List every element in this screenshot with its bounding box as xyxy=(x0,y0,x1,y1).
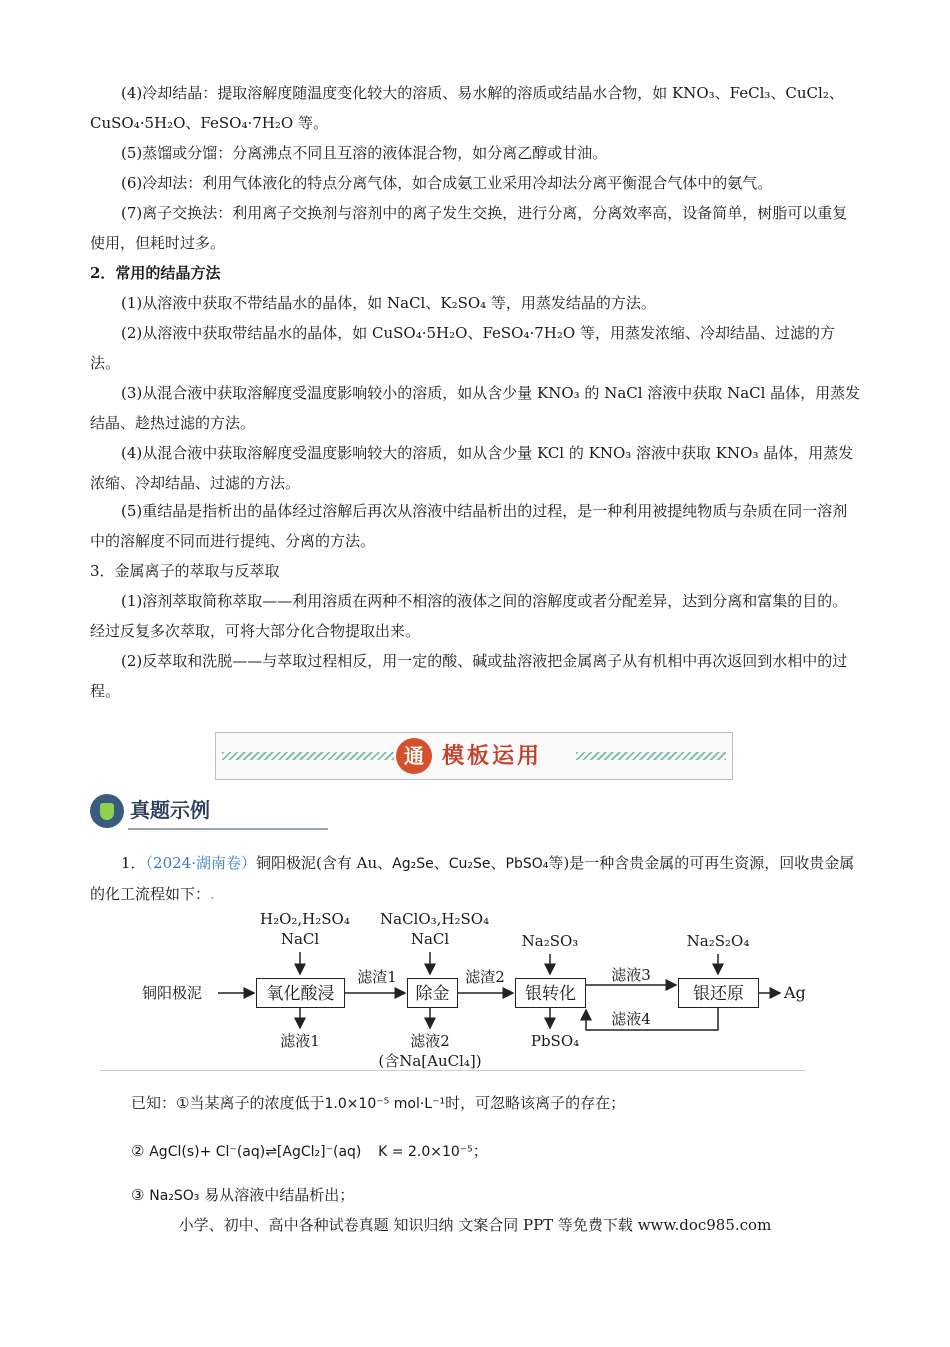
page-footer: 小学、初中、高中各种试卷真题 知识归纳 文案合同 PPT 等免费下载 www.doc985.com xyxy=(178,1216,772,1234)
section-header xyxy=(90,792,240,830)
flow-box-silver-reduction: 银还原 xyxy=(678,978,759,1008)
para-crystal-2: (2)从溶液中获取带结晶水的晶体，如 CuSO₄·5H₂O、FeSO₄·7H₂O 等，用蒸发浓缩、冷却结晶、过滤的方法。 xyxy=(90,324,835,372)
known-1-text-b: 时，可忽略该离子的存在； xyxy=(445,1094,626,1112)
flow-reagent4: Na₂S₂O₄ xyxy=(686,932,750,950)
process-flowchart xyxy=(120,900,820,1075)
question-text-b: 等)是一种含贵金属的可再生资源，回收贵金属的化工流程如下： xyxy=(90,854,855,903)
flow-label-residue2: 滤渣2 xyxy=(465,968,505,986)
known-2-formula: AgCl(s)+ Cl⁻(aq)⇌[AgCl₂]⁻(aq) xyxy=(149,1144,362,1160)
known-1 xyxy=(131,1088,861,1119)
flow-box-oxidation: 氧化酸浸 xyxy=(256,978,345,1008)
section-title: 真题示例 xyxy=(130,798,210,822)
formula-ag2se: Ag₂Se xyxy=(392,856,434,872)
heading-extraction: 3．金属离子的萃取与反萃取 xyxy=(90,562,280,580)
known-2-mark: ② xyxy=(131,1142,145,1160)
question-text-a: 铜阳极泥(含有 Au、 xyxy=(256,854,393,872)
para-crystal-3: (3)从混合液中获取溶解度受温度影响较小的溶质，如从含少量 KNO₃ 的 NaCl 溶液中获取 NaCl 晶体，用蒸发结晶、趁热过滤的方法。 xyxy=(90,384,861,432)
flow-reagent2-line1: NaClO₃,H₂SO₄ xyxy=(380,910,490,928)
known-3-mark: ③ xyxy=(131,1186,145,1204)
section-underline xyxy=(128,828,328,830)
flow-label-filtrate3: 滤液3 xyxy=(611,966,651,984)
flask-icon xyxy=(90,794,124,828)
banner-stripe-left xyxy=(222,752,394,760)
flow-box-silver-conversion: 银转化 xyxy=(515,978,586,1008)
flow-box-gold-removal: 除金 xyxy=(407,978,458,1008)
heading-crystallization-methods: 2．常用的结晶方法 xyxy=(90,264,221,282)
para-cooling-crystallization: (4)冷却结晶：提取溶解度随温度变化较大的溶质、易水解的溶质或结晶水合物，如 KNO₃、FeCl₃、CuCl₂、CuSO₄·5H₂O、FeSO₄·7H₂O 等。 xyxy=(90,84,844,132)
banner-badge-icon: 通 xyxy=(396,738,432,774)
known-1-mark: ① xyxy=(176,1094,190,1112)
flow-out-pbso4: PbSO₄ xyxy=(530,1032,580,1050)
flow-label-residue1: 滤渣1 xyxy=(357,968,397,986)
stray-dot: . xyxy=(210,885,215,903)
sep-1: 、 xyxy=(433,854,449,872)
known-1-text-a: 当某离子的浓度低于 xyxy=(189,1094,325,1112)
banner-stripe-right xyxy=(576,752,726,760)
para-extraction-1: (1)溶剂萃取简称萃取——利用溶质在两种不相溶的液体之间的溶解度或者分配差异，达到分离和富集的目的。经过反复多次萃取，可将大部分化合物提取出来。 xyxy=(90,592,848,640)
flow-end: Ag xyxy=(784,983,806,1002)
flow-reagent3: Na₂SO₃ xyxy=(521,932,579,950)
para-cooling-method: (6)冷却法：利用气体液化的特点分离气体，如合成氨工业采用冷却法分离平衡混合气体中的氨气。 xyxy=(121,174,773,192)
known-3-formula: Na₂SO₃ xyxy=(149,1188,200,1204)
formula-pbso4: PbSO₄ xyxy=(505,856,549,872)
para-crystal-1: (1)从溶液中获取不带结晶水的晶体，如 NaCl、K₂SO₄ 等，用蒸发结晶的方法。 xyxy=(121,294,656,312)
known-prefix: 已知： xyxy=(131,1094,177,1112)
flow-out-filtrate1: 滤液1 xyxy=(280,1032,320,1050)
known-2 xyxy=(131,1136,861,1167)
para-extraction-2: (2)反萃取和洗脱——与萃取过程相反，用一定的酸、碱或盐溶液把金属离子从有机相中再次返回到水相中的过程。 xyxy=(90,652,848,700)
flow-reagent2-line2: NaCl xyxy=(410,930,450,948)
question-number: 1． xyxy=(121,854,146,872)
flow-reagent1-line2: NaCl xyxy=(280,930,320,948)
flow-out-filtrate2-note: (含Na[AuCl₄]) xyxy=(378,1052,482,1070)
known-2-k: K = 2.0×10⁻⁵ xyxy=(378,1144,473,1160)
para-distillation: (5)蒸馏或分馏：分离沸点不同且互溶的液体混合物，如分离乙醇或甘油。 xyxy=(121,144,608,162)
flow-start: 铜阳极泥 xyxy=(142,984,203,1002)
para-crystal-4: (4)从混合液中获取溶解度受温度影响较大的溶质，如从含少量 KCl 的 KNO₃ 溶液中获取 KNO₃ 晶体，用蒸发浓缩、冷却结晶、过滤的方法。 xyxy=(90,444,854,492)
flow-label-filtrate4: 滤液4 xyxy=(611,1010,651,1028)
para-ion-exchange: (7)离子交换法：利用离子交换剂与溶剂中的离子发生交换，进行分离，分离效率高，设备简单，树脂可以重复使用，但耗时过多。 xyxy=(90,204,848,252)
sep-2: 、 xyxy=(490,854,506,872)
flow-out-filtrate2: 滤液2 xyxy=(410,1032,450,1050)
known-2-end: ； xyxy=(472,1142,488,1160)
formula-cu2se: Cu₂Se xyxy=(448,856,491,872)
known-1-formula: 1.0×10⁻⁵ mol·L⁻¹ xyxy=(324,1096,446,1112)
divider xyxy=(100,1070,805,1071)
question-source: （2024·湖南卷） xyxy=(145,854,256,872)
template-banner xyxy=(215,732,733,780)
para-recrystallization: (5)重结晶是指析出的晶体经过溶解后再次从溶液中结晶析出的过程，是一种利用被提纯物质与杂质在同一溶剂中的溶解度不同而进行提纯、分离的方法。 xyxy=(90,502,848,550)
banner-title: 模板运用 xyxy=(442,743,543,769)
known-3-text: 易从溶液中结晶析出； xyxy=(204,1186,355,1204)
flow-reagent1-line1: H₂O₂,H₂SO₄ xyxy=(260,910,350,928)
known-3 xyxy=(131,1180,861,1211)
